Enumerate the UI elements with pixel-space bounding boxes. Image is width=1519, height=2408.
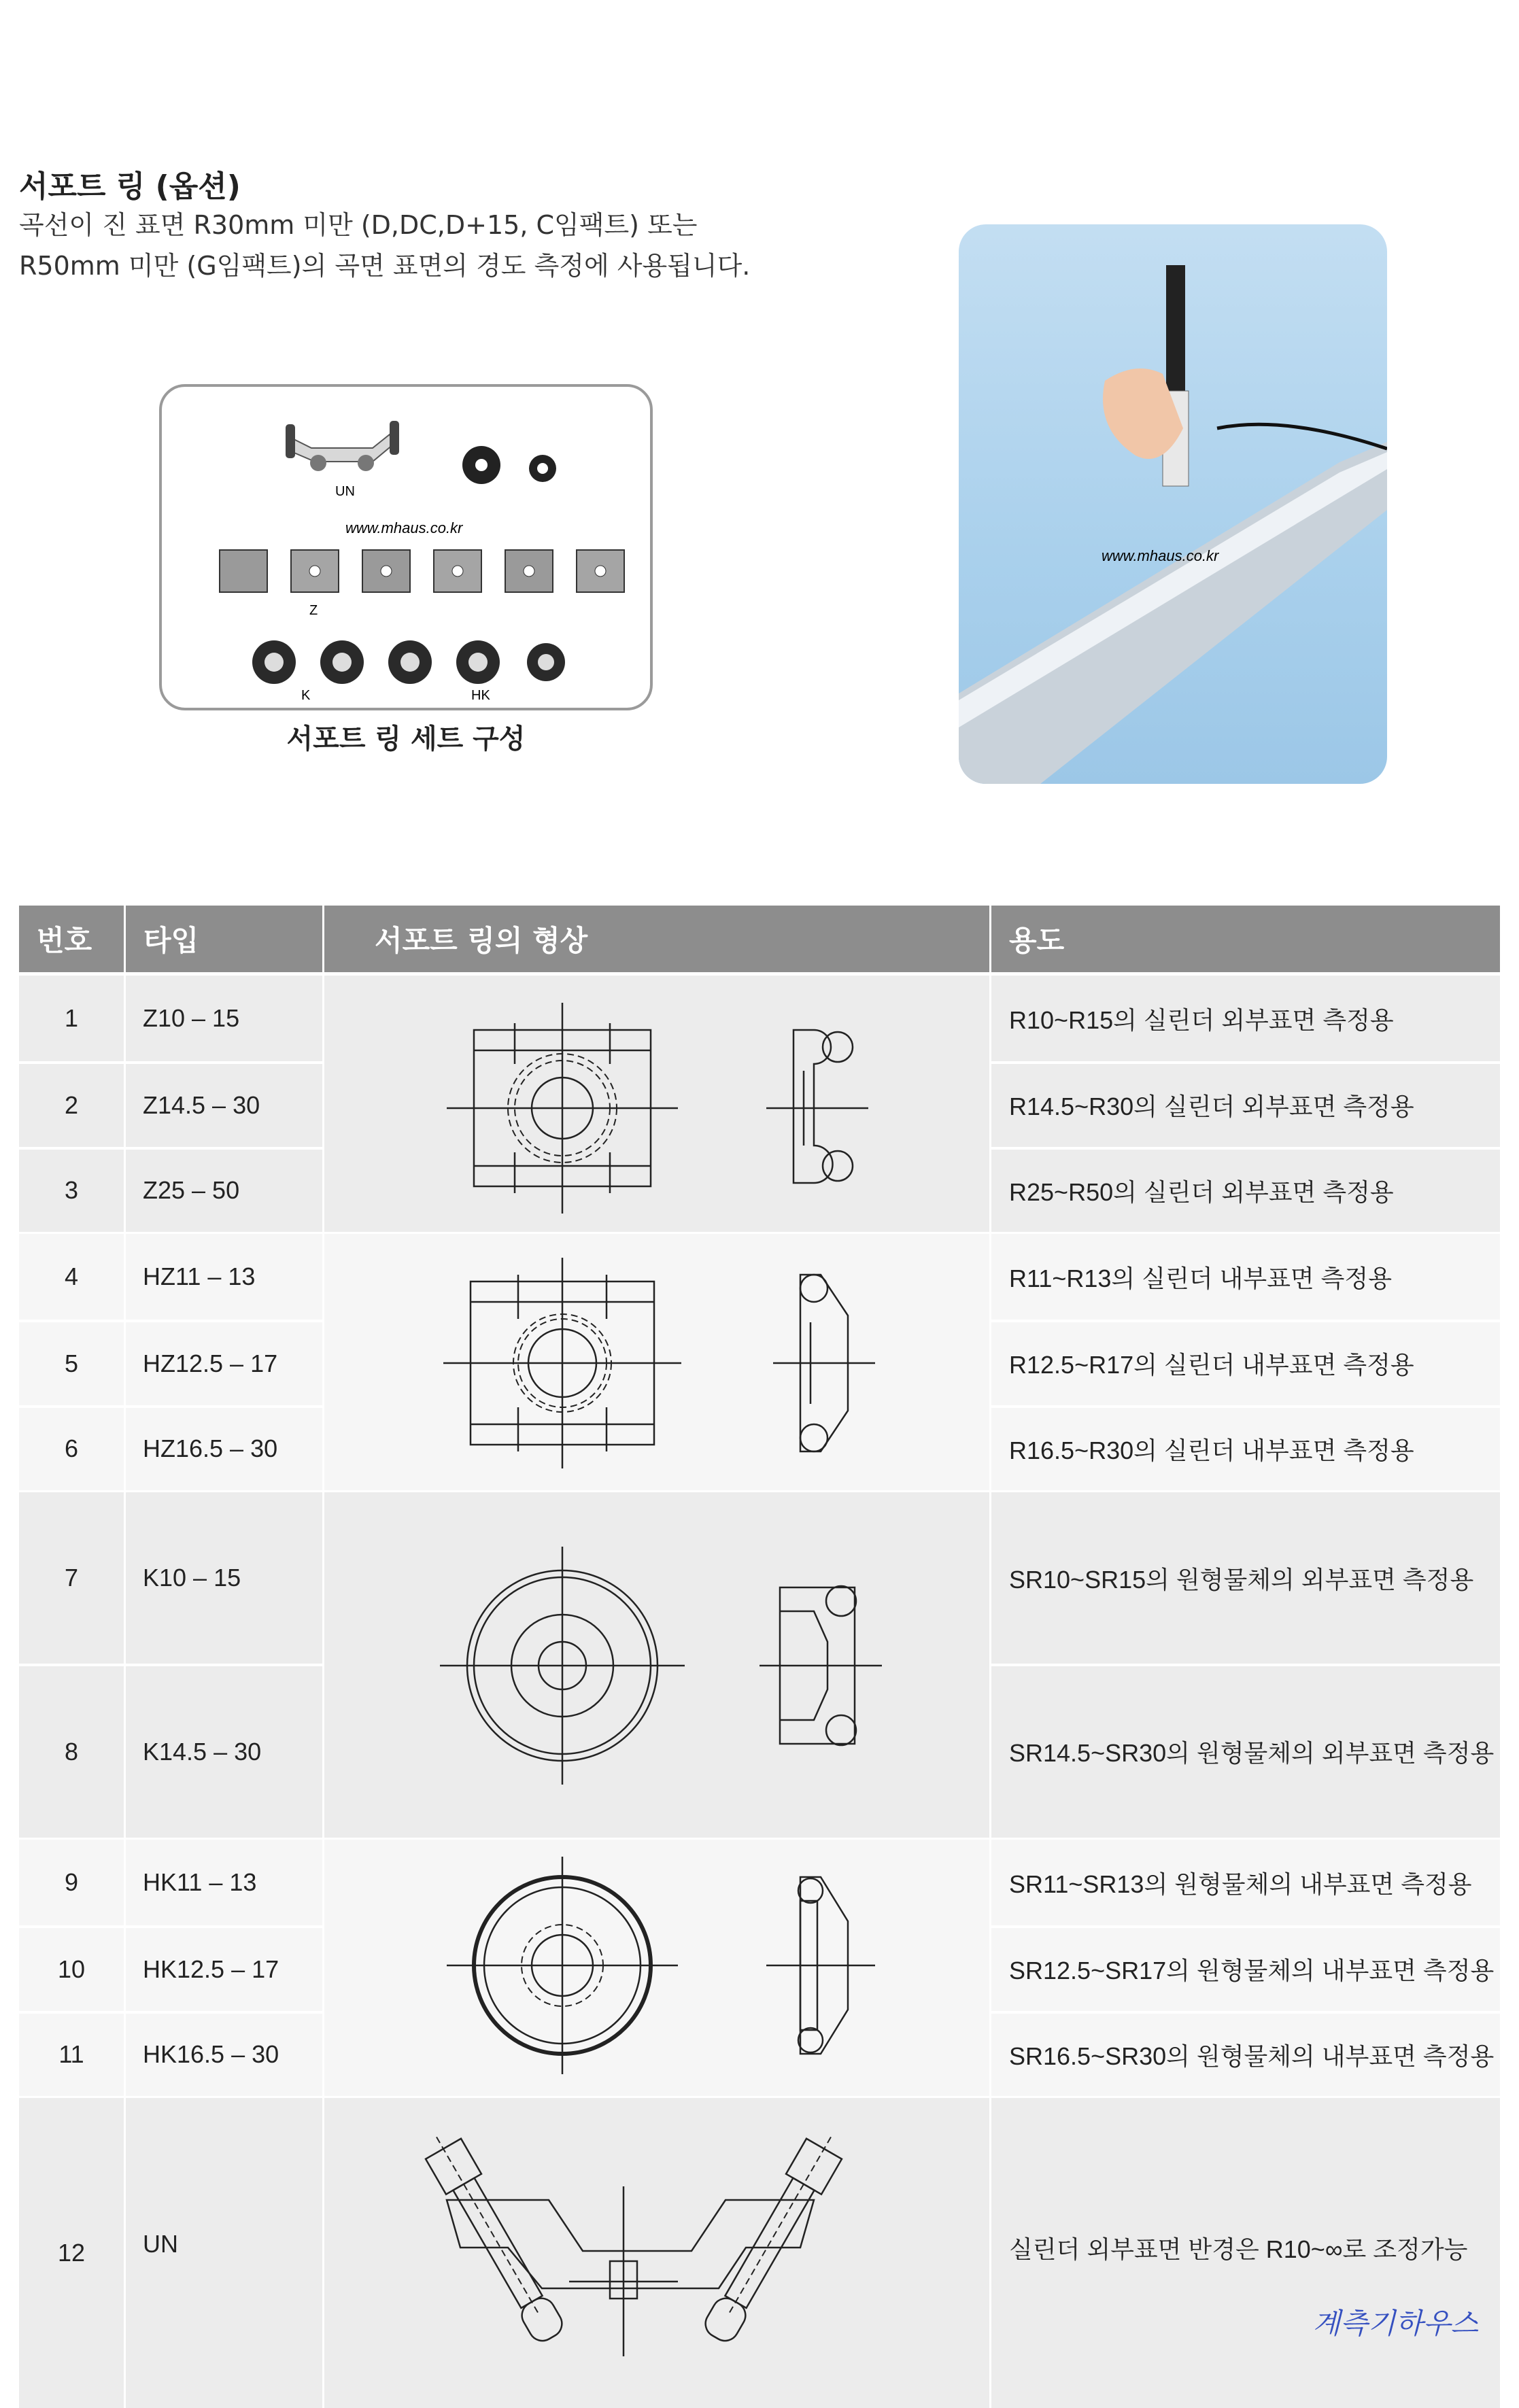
hz-ring-drawing (324, 1234, 989, 1490)
un-holder-illustration (286, 421, 399, 471)
row-1-type: Z10 – 15 (143, 1004, 240, 1032)
row-4-use: R11~R13의 실린더 내부표면 측정용 (1009, 1264, 1392, 1292)
k-ring-drawing (324, 1492, 989, 1838)
description-line-2: R50mm 미만 (G임팩트)의 곡면 표면의 경도 측정에 사용됩니다. (19, 251, 751, 281)
label-un: UN (335, 484, 355, 499)
row-9-type: HK11 – 13 (143, 1868, 257, 1896)
z-ring-drawing (324, 976, 989, 1232)
section-title: 서포트 링 (옵션) (19, 169, 241, 204)
row-12-type: UN (143, 2230, 178, 2258)
photo-watermark: www.mhaus.co.kr (1102, 547, 1219, 564)
header-type: 타입 (126, 906, 322, 972)
row-12-use: 실린더 외부표면 반경은 R10~∞로 조정가능 (1009, 2235, 1468, 2263)
k-hk-rings-row (252, 640, 565, 684)
support-ring-set-image (159, 384, 653, 710)
header-use: 용도 (991, 906, 1500, 972)
row-2-no: 2 (64, 1090, 79, 1119)
row-8-no: 8 (64, 1737, 79, 1766)
set-caption: 서포트 링 세트 구성 (286, 723, 526, 755)
row-8-use: SR14.5~SR30의 원형물체의 외부표면 측정용 (1009, 1739, 1495, 1767)
row-3-no: 3 (64, 1176, 79, 1204)
row-7-no: 7 (64, 1564, 79, 1592)
row-11-use: SR16.5~SR30의 원형물체의 내부표면 측정용 (1009, 2042, 1495, 2070)
row-3-use: R25~R50의 실린더 외부표면 측정용 (1009, 1177, 1394, 1206)
row-1-no: 1 (64, 1004, 79, 1032)
description-line-1: 곡선이 진 표면 R30mm 미만 (D,DC,D+15, C임팩트) 또는 (19, 210, 698, 240)
support-ring-set-drawing (162, 387, 650, 708)
row-6-use: R16.5~R30의 실린더 내부표면 측정용 (1009, 1436, 1414, 1464)
row-1-use: R10~R15의 실린더 외부표면 측정용 (1009, 1005, 1394, 1034)
row-7-type: K10 – 15 (143, 1564, 241, 1592)
row-4-no: 4 (64, 1262, 79, 1290)
row-10-use: SR12.5~SR17의 원형물체의 내부표면 측정용 (1009, 1957, 1495, 1984)
label-k: K (301, 688, 311, 703)
row-5-use: R12.5~R17의 실린더 내부표면 측정용 (1009, 1351, 1414, 1379)
row-11-no: 11 (58, 2040, 84, 2068)
row-5-no: 5 (64, 1349, 79, 1377)
row-9-no: 9 (64, 1868, 79, 1896)
row-8-type: K14.5 – 30 (143, 1737, 262, 1766)
row-2-use: R14.5~R30의 실린더 외부표면 측정용 (1009, 1093, 1414, 1120)
row-11-type: HK16.5 – 30 (143, 2040, 279, 2068)
label-z: Z (309, 603, 318, 618)
row-5-type: HZ12.5 – 17 (143, 1349, 278, 1377)
set-watermark: www.mhaus.co.kr (345, 519, 463, 536)
row-6-type: HZ16.5 – 30 (143, 1434, 278, 1462)
label-hk: HK (471, 688, 490, 703)
z-rings-row (220, 550, 624, 592)
row-7-use: SR10~SR15의 원형물체의 외부표면 측정용 (1009, 1565, 1474, 1594)
row-6-no: 6 (64, 1434, 79, 1462)
hk-ring-drawing (324, 1840, 989, 2096)
row-9-use: SR11~SR13의 원형물체의 내부표면 측정용 (1009, 1870, 1472, 1898)
brand-logo: 계측기하우스 (1312, 2307, 1478, 2340)
row-3-type: Z25 – 50 (143, 1176, 240, 1204)
row-10-type: HK12.5 – 17 (143, 1955, 279, 1983)
usage-photo (959, 224, 1387, 784)
row-2-type: Z14.5 – 30 (143, 1090, 260, 1119)
row-12-no: 12 (57, 2239, 86, 2267)
header-no: 번호 (19, 906, 124, 972)
row-10-no: 10 (57, 1955, 86, 1983)
row-4-type: HZ11 – 13 (143, 1262, 256, 1290)
un-holder-drawing (324, 2098, 989, 2408)
header-shape: 서포트 링의 형상 (324, 906, 989, 972)
support-ring-table (19, 906, 1500, 2408)
